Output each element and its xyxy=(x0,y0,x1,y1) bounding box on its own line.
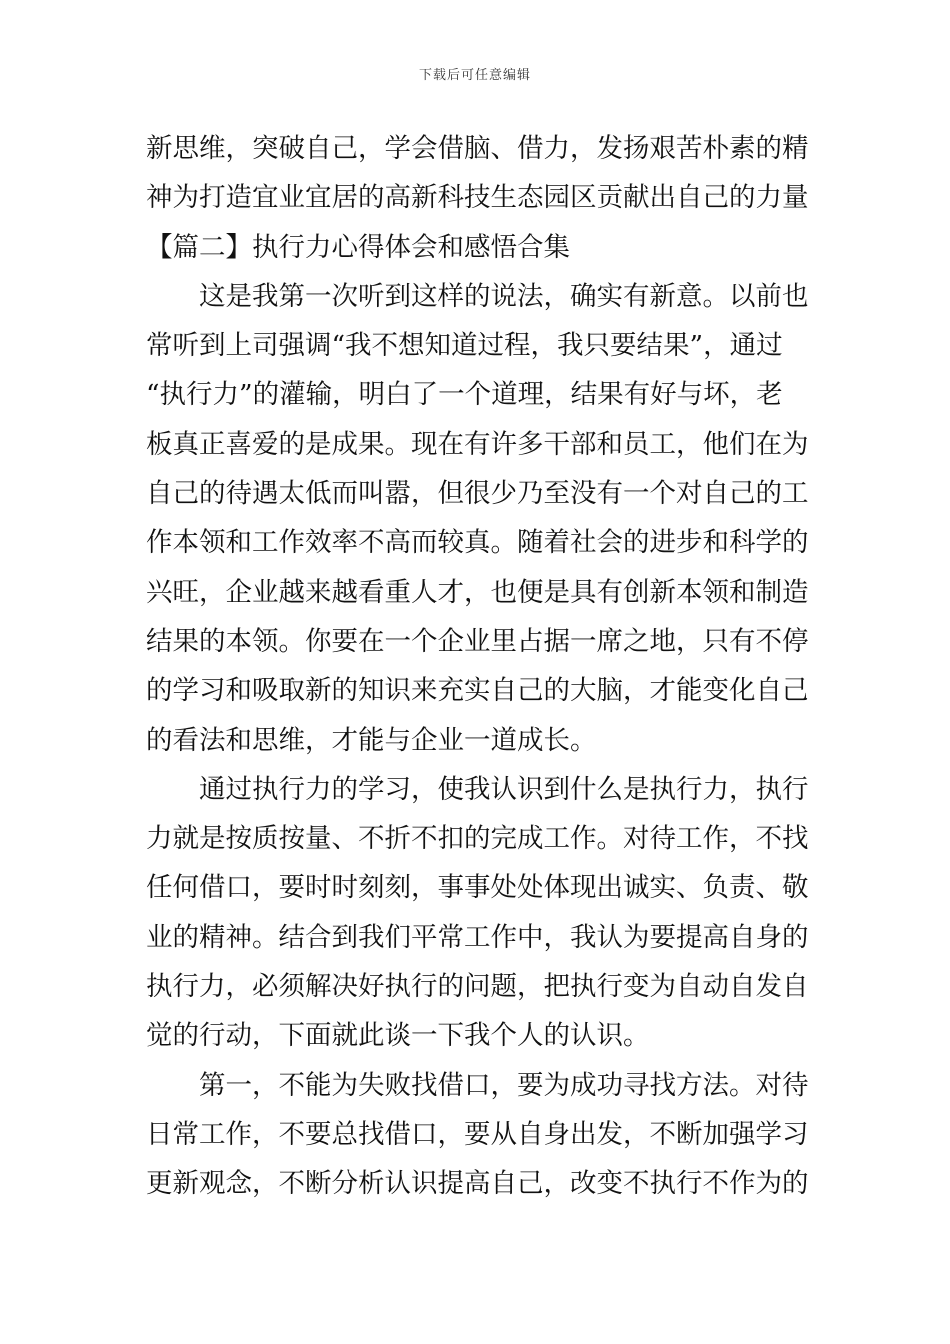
text-line: 结果的本领。你要在一个企业里占据一席之地，只有不停 xyxy=(146,625,808,657)
text-line: 觉的行动，下面就此谈一下我个人的认识。 xyxy=(146,1020,650,1052)
paragraph-first-line: 第一，不能为失败找借口，要为成功寻找方法。对待 xyxy=(199,1069,808,1101)
text-line: 任何借口，要时时刻刻，事事处处体现出诚实、负责、敬 xyxy=(146,872,808,904)
text-line: 兴旺，企业越来越看重人才，也便是具有创新本领和制造 xyxy=(146,576,808,608)
text-line: 自己的待遇太低而叫嚣，但很少乃至没有一个对自己的工 xyxy=(146,478,808,510)
text-line: 更新观念，不断分析认识提高自己，改变不执行不作为的 xyxy=(146,1168,808,1200)
text-line: 日常工作，不要总找借口，要从自身出发，不断加强学习 xyxy=(146,1118,808,1150)
text-line: 板真正喜爱的是成果。现在有许多干部和员工，他们在为 xyxy=(146,428,808,460)
text-line: 的看法和思维，才能与企业一道成长。 xyxy=(146,724,597,756)
document-body xyxy=(146,124,808,1209)
text-line: 执行力，必须解决好执行的问题，把执行变为自动自发自 xyxy=(146,971,808,1003)
paragraph-first-line: 这是我第一次听到这样的说法，确实有新意。以前也 xyxy=(199,280,808,312)
header-note: 下载后可任意编辑 xyxy=(418,68,531,83)
text-line: 业的精神。结合到我们平常工作中，我认为要提高自身的 xyxy=(146,921,808,953)
text-line: 力就是按质按量、不折不扣的完成工作。对待工作，不找 xyxy=(146,823,808,855)
section-heading: 【篇二】执行力心得体会和感悟合集 xyxy=(146,231,570,263)
text-line: “执行力”的灌输，明白了一个道理，结果有好与坏，老 xyxy=(146,379,783,411)
text-line: 作本领和工作效率不高而较真。随着社会的进步和科学的 xyxy=(146,527,808,559)
paragraph-first-line: 通过执行力的学习，使我认识到什么是执行力，执行 xyxy=(199,773,808,805)
text-line: 神为打造宜业宜居的高新科技生态园区贡献出自己的力量 xyxy=(146,182,808,214)
text-line: 常听到上司强调“我不想知道过程，我只要结果”，通过 xyxy=(146,330,783,362)
text-line: 新思维，突破自己，学会借脑、借力，发扬艰苦朴素的精 xyxy=(146,133,808,164)
text-line: 的学习和吸取新的知识来充实自己的大脑，才能变化自己 xyxy=(146,675,808,707)
